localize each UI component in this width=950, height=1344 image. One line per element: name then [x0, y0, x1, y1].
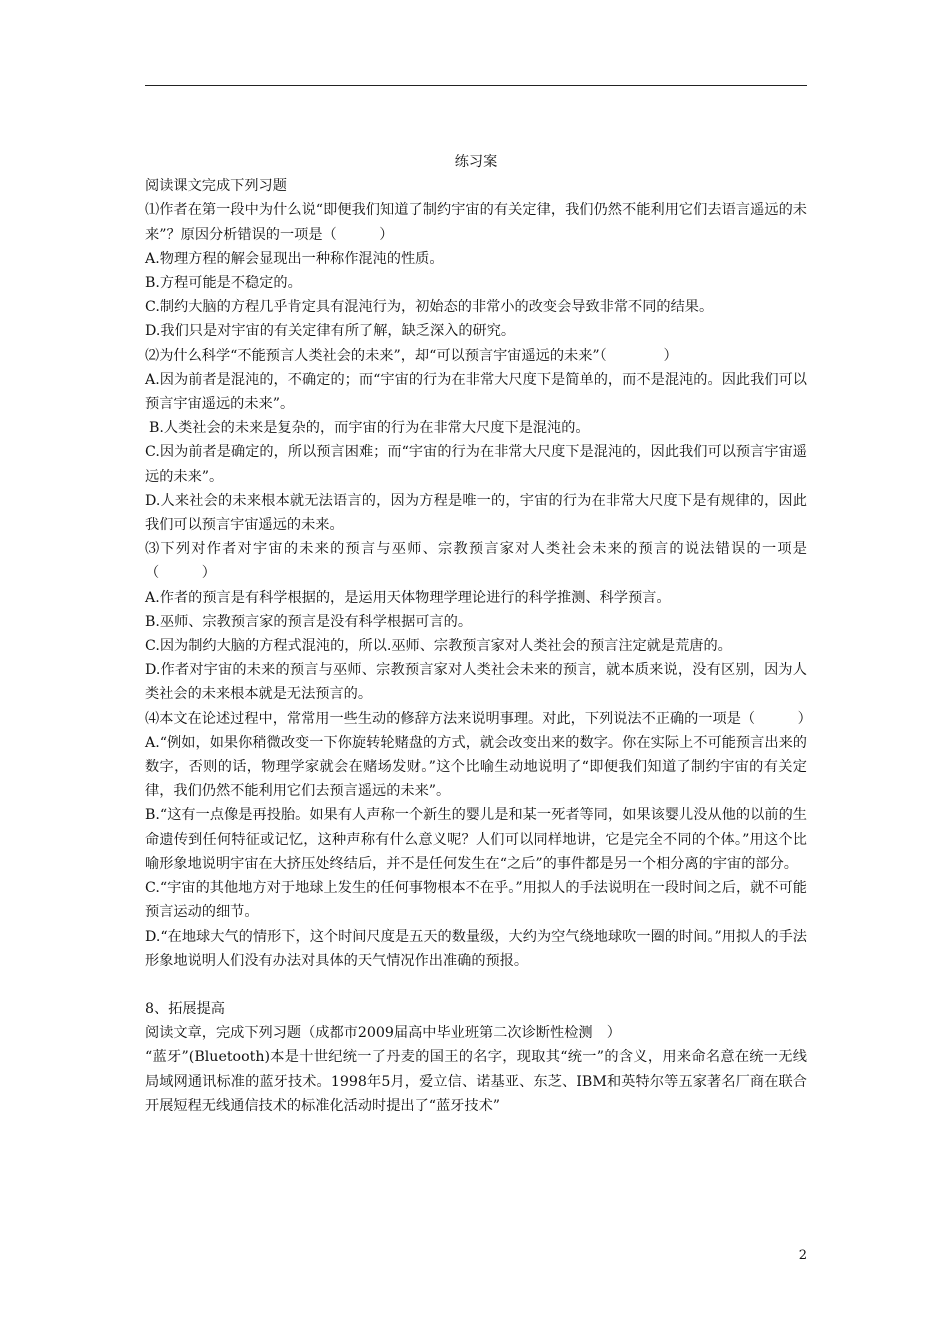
question-4-option-b: B.“这有一点像是再投胎。如果有人声称一个新生的婴儿是和某一死者等同，如果该婴儿没从他的以前的生命遗传到任何特征或记忆，这种声称有什么意义呢？人们可以同样地讲，它是完全不同的个体。”用这个比喻形象地说明宇宙在大挤压处终结后，并不是任何发生在“之后”的事件都是另一个相分离的宇宙的部分。 — [145, 807, 807, 872]
section-2-instruction: 阅读文章，完成下列习题（成都市2009届高中毕业班第二次诊断性检测 ） — [145, 1025, 621, 1042]
question-4: ⑷本文在论述过程中，常常用一些生动的修辞方法来说明事理。对此，下列说法不正确的一项是（ ） — [145, 710, 812, 727]
question-1-option-d: D.我们只是对宇宙的有关定律有所了解，缺乏深入的研究。 — [145, 323, 516, 340]
question-3-option-c: C.因为制约大脑的方程式混沌的，所以.巫师、宗教预言家对人类社会的预言注定就是荒唐的。 — [145, 638, 732, 655]
question-3-option-a: A.作者的预言是有科学根据的，是运用天体物理学理论进行的科学推测、科学预言。 — [145, 589, 671, 606]
page-title: 练习案 — [454, 154, 498, 170]
question-2-option-c: C.因为前者是确定的，所以预言困难；而“宇宙的行为在非常大尺度下是混沌的，因此我们可以预言宇宙遥远的未来”。 — [145, 444, 807, 485]
section-2-paragraph: “蓝牙”(Bluetooth)本是十世纪统一了丹麦的国王的名字，现取其“统一”的含义，用来命名意在统一无线局域网通讯标准的蓝牙技术。1998年5月，爱立信、诺基亚、东芝、IBM和英特尔等五家著名厂商在联合开展短程无线通信技术的标准化活动时提出了“蓝牙技术” — [145, 1049, 807, 1114]
question-2-option-a: A.因为前者是混沌的，不确定的；而“宇宙的行为在非常大尺度下是简单的，而不是混沌的。因此我们可以预言宇宙遥远的未来”。 — [145, 371, 807, 413]
question-1-option-b: B.方程可能是不稳定的。 — [145, 275, 302, 292]
question-3-option-d: D.作者对宇宙的未来的预言与巫师、宗教预言家对人类社会未来的预言，就本质来说，没有区别，因为人类社会的未来根本就是无法预言的。 — [145, 662, 807, 703]
question-3: ⑶下列对作者对宇宙的未来的预言与巫师、宗教预言家对人类社会未来的预言的说法错误的一项是（ ） — [145, 541, 807, 582]
question-1: ⑴作者在第一段中为什么说“即便我们知道了制约宇宙的有关定律，我们仍然不能利用它们去语言遥远的未来”？原因分析错误的一项是（ ） — [145, 202, 807, 243]
question-4-option-c: C.“宇宙的其他地方对于地球上发生的任何事物根本不在乎。”用拟人的手法说明在一段时间之后，就不可能预言运动的细节。 — [145, 880, 807, 921]
page-number: 2 — [798, 1248, 807, 1263]
question-2-option-b: B.人类社会的未来是复杂的，而宇宙的行为在非常大尺度下是混沌的。 — [149, 420, 590, 437]
question-1-option-c: C.制约大脑的方程几乎肯定具有混沌行为，初始态的非常小的改变会导致非常不同的结果。 — [145, 299, 714, 316]
question-2-option-d: D.人来社会的未来根本就无法语言的，因为方程是唯一的，宇宙的行为在非常大尺度下是有规律的，因此我们可以预言宇宙遥远的未来。 — [145, 492, 807, 534]
question-4-option-d: D.“在地球大气的情形下，这个时间尺度是五天的数量级，大约为空气绕地球吹一圈的时间。”用拟人的手法形象地说明人们没有办法对具体的天气情况作出准确的预报。 — [145, 928, 807, 969]
section-2-heading: 8、拓展提高 — [145, 1000, 225, 1017]
question-4-option-a: A.“例如，如果你稍微改变一下你旋转轮赌盘的方式，就会改变出来的数字。你在实际上不可能预言出来的数字，否则的话，物理学家就会在赌场发财。”这个比喻生动地说明了“即便我们知道了制约宇宙的有关定律，我们仍然不能利用它们去预言遥远的未来”。 — [145, 734, 807, 800]
question-1-option-a: A.物理方程的解会显现出一种称作混沌的性质。 — [145, 250, 444, 267]
reading-instruction: 阅读课文完成下列习题 — [145, 178, 287, 195]
question-2: ⑵为什么科学“不能预言人类社会的未来”，却“可以预言宇宙遥远的未来”（ ） — [145, 347, 678, 364]
header-rule — [145, 85, 807, 86]
section-gap — [145, 973, 807, 997]
question-3-option-b: B.巫师、宗教预言家的预言是没有科学根据可言的。 — [145, 613, 473, 630]
page-content — [145, 150, 812, 1118]
